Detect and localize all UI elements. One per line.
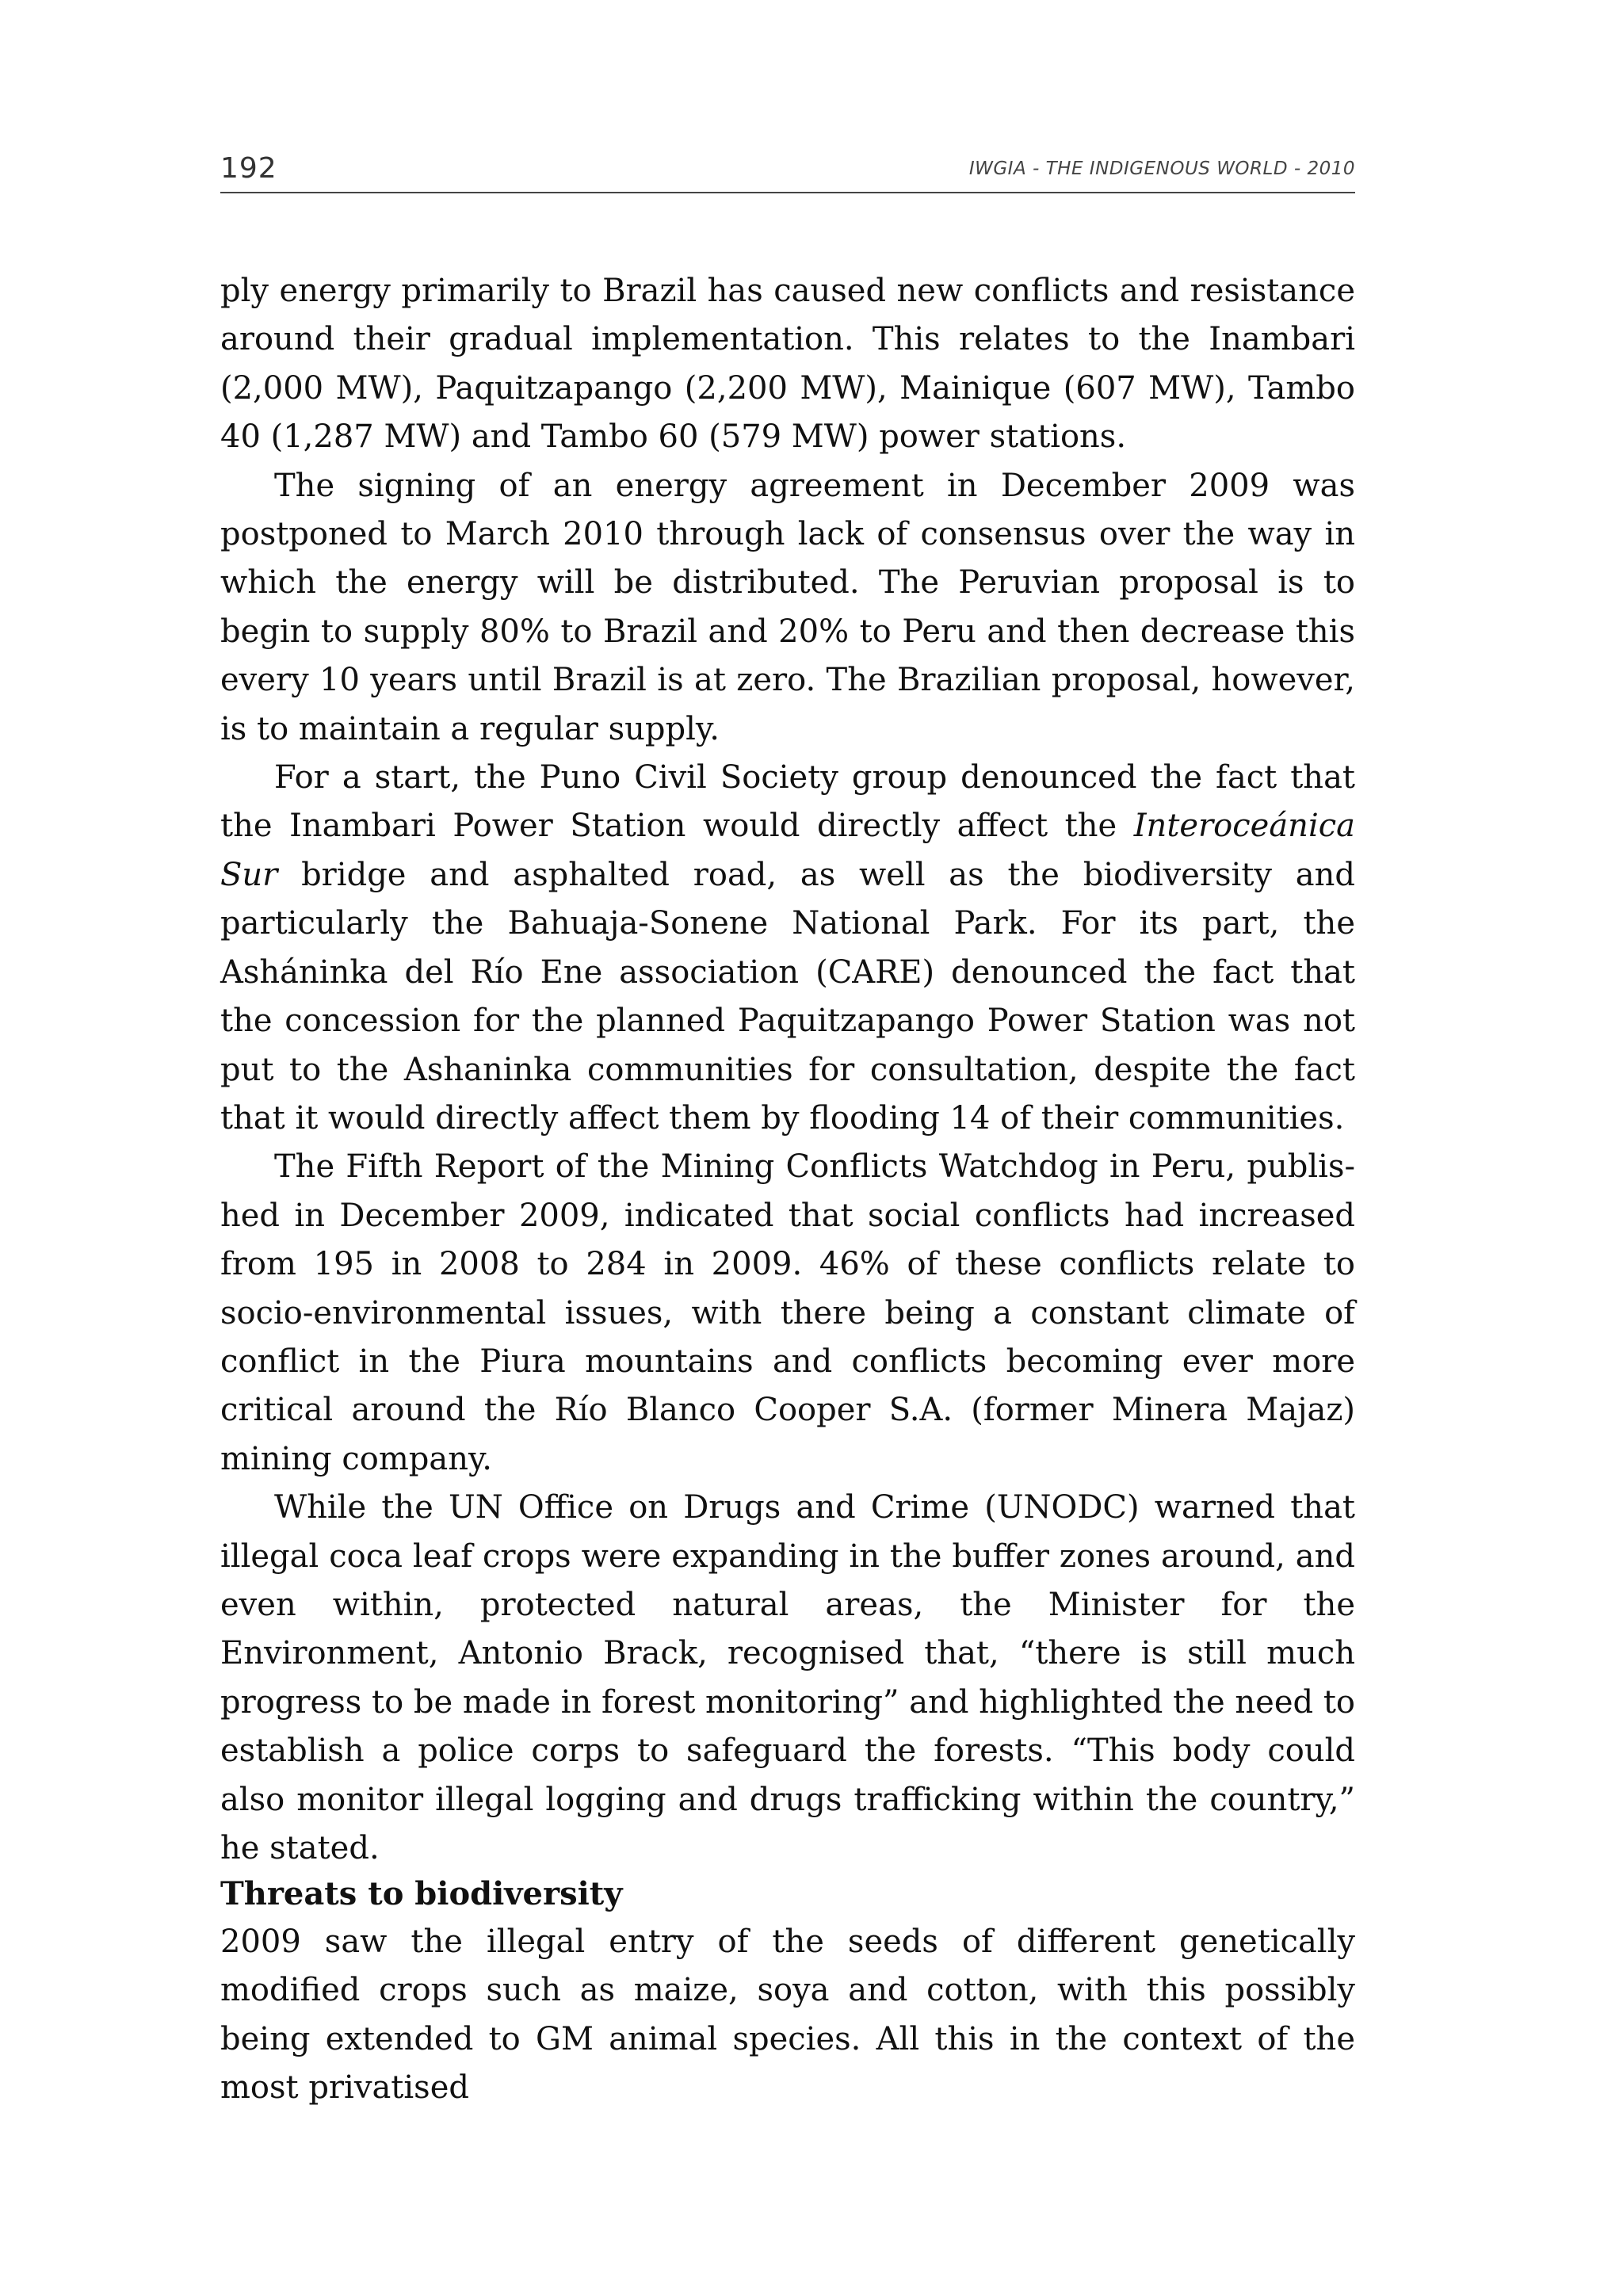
section-body (220, 1918, 1355, 2113)
paragraph: The Fifth Report of the Mining Conflicts Watchdog in Peru, published in December 2009, indicated that social conflicts had increased from 195 in 2008 to 284 in 2009. 46% of these conflicts relate to socio-environmental issues, with there being a constant climate of conflict in the Piura mountains and conflicts becoming ever more critical around the Río Blanco Cooper S.A. (former Minera Majaz) mining company. (220, 1148, 1355, 1477)
paragraph-text: For a start, the Puno Civil Society group denounced the fact that the Inambari Power Station would directly affect the (220, 759, 1355, 845)
running-head: IWGIA - THE INDIGENOUS WORLD - 2010 (968, 159, 1355, 179)
paragraph: ply energy primarily to Brazil has caused new conflicts and resistance around their gradual implementation. This relates to the Inambari (2,000 MW), Paquitzapango (2,200 MW), Mainique (607 MW), Tambo 40 (1,287 MW) and Tambo 60 (579 MW) power stations. (220, 273, 1355, 456)
paragraph-text: bridge and asphalted road, as well as the biodiversity and particularly the Bahuaja-Sonene National Park. For its part, the Asháninka del Río Ene association (CARE) denounced the fact that the concession for the planned Paquitzapango Power Station was not put to the Ashaninka communities for consultation, despite the fact that it would directly affect them by flooding 14 of their communities. (220, 856, 1355, 1137)
body-text (220, 267, 1355, 1873)
italic-term: Interoceánica Sur (220, 808, 1355, 893)
paragraph: 2009 saw the illegal entry of the seeds of different genetically modified crops such as maize, soya and cotton, with this possibly being extended to GM animal species. All this in the context of the most privatised (220, 1924, 1355, 2107)
paragraph (220, 754, 1355, 1143)
paragraph: While the UN Office on Drugs and Crime (UNODC) warned that illegal coca leaf crops were expanding in the buffer zones around, and even within, protected natural areas, the Minister for the Environment, Antonio Brack, recognised that, “there is still much progress to be made in forest monitoring” and highlighted the need to establish a police corps to safeguard the forests. “This body could also monitor illegal logging and drugs trafficking within the country,” he stated. (220, 1489, 1355, 1866)
paragraph: The signing of an energy agreement in December 2009 was postponed to March 2010 through lack of consensus over the way in which the energy will be distributed. The Peruvian proposal is to begin to supply 80% to Brazil and 20% to Peru and then decrease this every 10 years until Brazil is at zero. The Brazilian proposal, however, is to maintain a regular supply. (220, 467, 1355, 747)
page-header (220, 152, 1355, 193)
section-heading: Threats to biodiversity (220, 1875, 623, 1912)
page-number: 192 (220, 152, 277, 185)
